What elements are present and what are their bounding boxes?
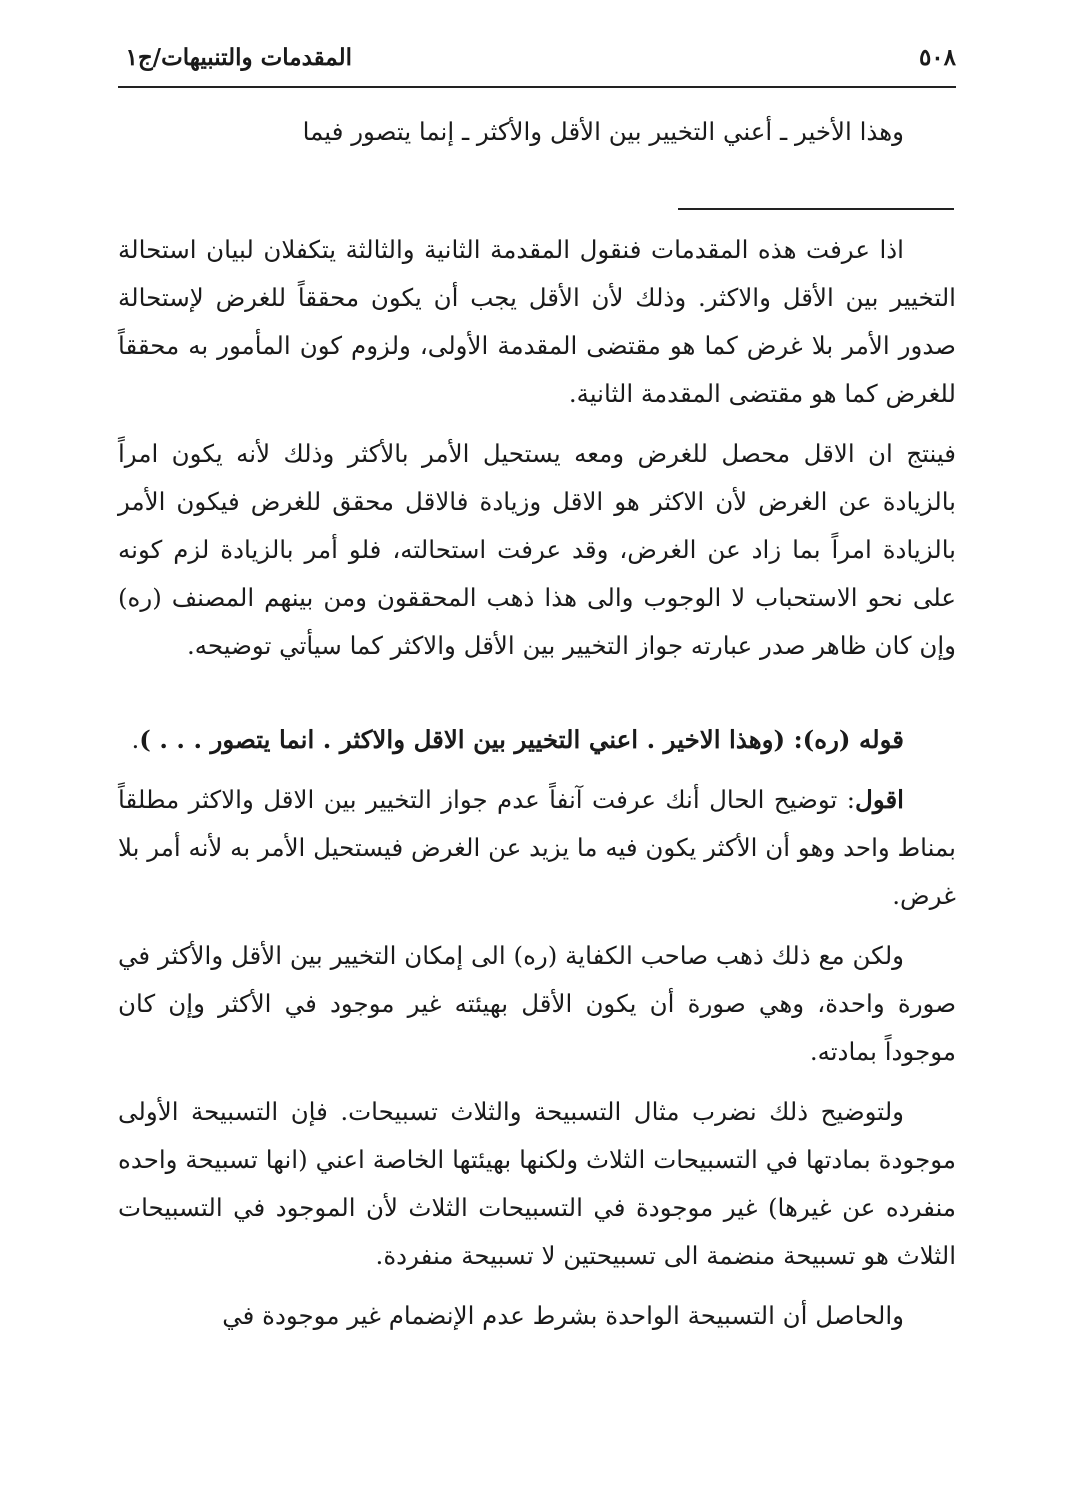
main-text [118,104,956,172]
commentary-paragraph-4 [118,776,956,920]
quote-lead: قوله (ره): [785,725,904,754]
commentary-paragraph-7: والحاصل أن التسبيحة الواحدة بشرط عدم الإنضمام غير موجودة في [222,1301,904,1330]
footnote-divider [678,208,954,210]
commentary-paragraph-6: ولتوضيح ذلك نضرب مثال التسبيحة والثلاث تسبيحات. فإن التسبيحة الأولى موجودة بمادتها في التسبيحات الثلاث ولكنها بهيئتها الخاصة اعني (انها تسبيحة واحده منفرده عن غيرها) غير موجودة في التسبيحات الثلاث لأن الموجود في التسبيحات الثلاث هو تسبيحة منضمة الى تسبيحتين لا تسبيحة منفردة. [118,1097,956,1270]
running-title: المقدمات والتنبيهات/ج١ [125,44,352,71]
commentary-paragraph-2: فينتج ان الاقل محصل للغرض ومعه يستحيل الأمر بالأكثر وذلك لأنه يكون امراً بالزيادة عن الغرض لأن الاكثر هو الاقل وزيادة فالاقل محقق للغرض فيكون الأمر بالزيادة امراً بما زاد عن الغرض، وقد عرفت استحالته، فلو أمر بالزيادة لزم كونه على نحو الاستحباب لا الوجوب والى هذا ذهب المحققون ومن بينهم المصنف (ره) وإن كان ظاهر صدر عبارته جواز التخيير بين الأقل والاكثر كما سيأتي توضيحه. [118,439,956,660]
paragraph-gap [118,682,956,716]
commentary-quote-paragraph [118,716,956,764]
commentary [118,226,956,1352]
page-number: ٥٠٨ [918,44,956,71]
aqulu-lead: اقول [855,785,904,814]
paragraph-4-body: : توضيح الحال أنك عرفت آنفاً عدم جواز التخيير بين الاقل والاكثر مطلقاً بمناط واحد وهو أن الأكثر يكون فيه ما يزيد عن الغرض فيستحيل الأمر به لأنه أمر بلا غرض. [118,785,956,910]
quote-end: . [131,725,140,754]
commentary-paragraph-1: اذا عرفت هذه المقدمات فنقول المقدمة الثانية والثالثة يتكفلان لبيان استحالة التخيير بين الأقل والاكثر. وذلك لأن الأقل يجب أن يكون محققاً للغرض لإستحالة صدور الأمر بلا غرض كما هو مقتضى المقدمة الأولى، ولزوم كون المأمور به محققاً للغرض كما هو مقتضى المقدمة الثانية. [118,235,956,408]
page-header [118,42,956,88]
quoted-text: (وهذا الاخير . اعني التخيير بين الاقل والاكثر . انما يتصور . . . ) [139,725,786,754]
commentary-paragraph-5: ولكن مع ذلك ذهب صاحب الكفاية (ره) الى إمكان التخيير بين الأقل والأكثر في صورة واحدة، وهي صورة أن يكون الأقل بهيئته غير موجود في الأكثر وإن كان موجوداً بمادته. [118,941,956,1066]
main-text-line: وهذا الأخير ـ أعني التخيير بين الأقل والأكثر ـ إنما يتصور فيما [302,117,904,146]
